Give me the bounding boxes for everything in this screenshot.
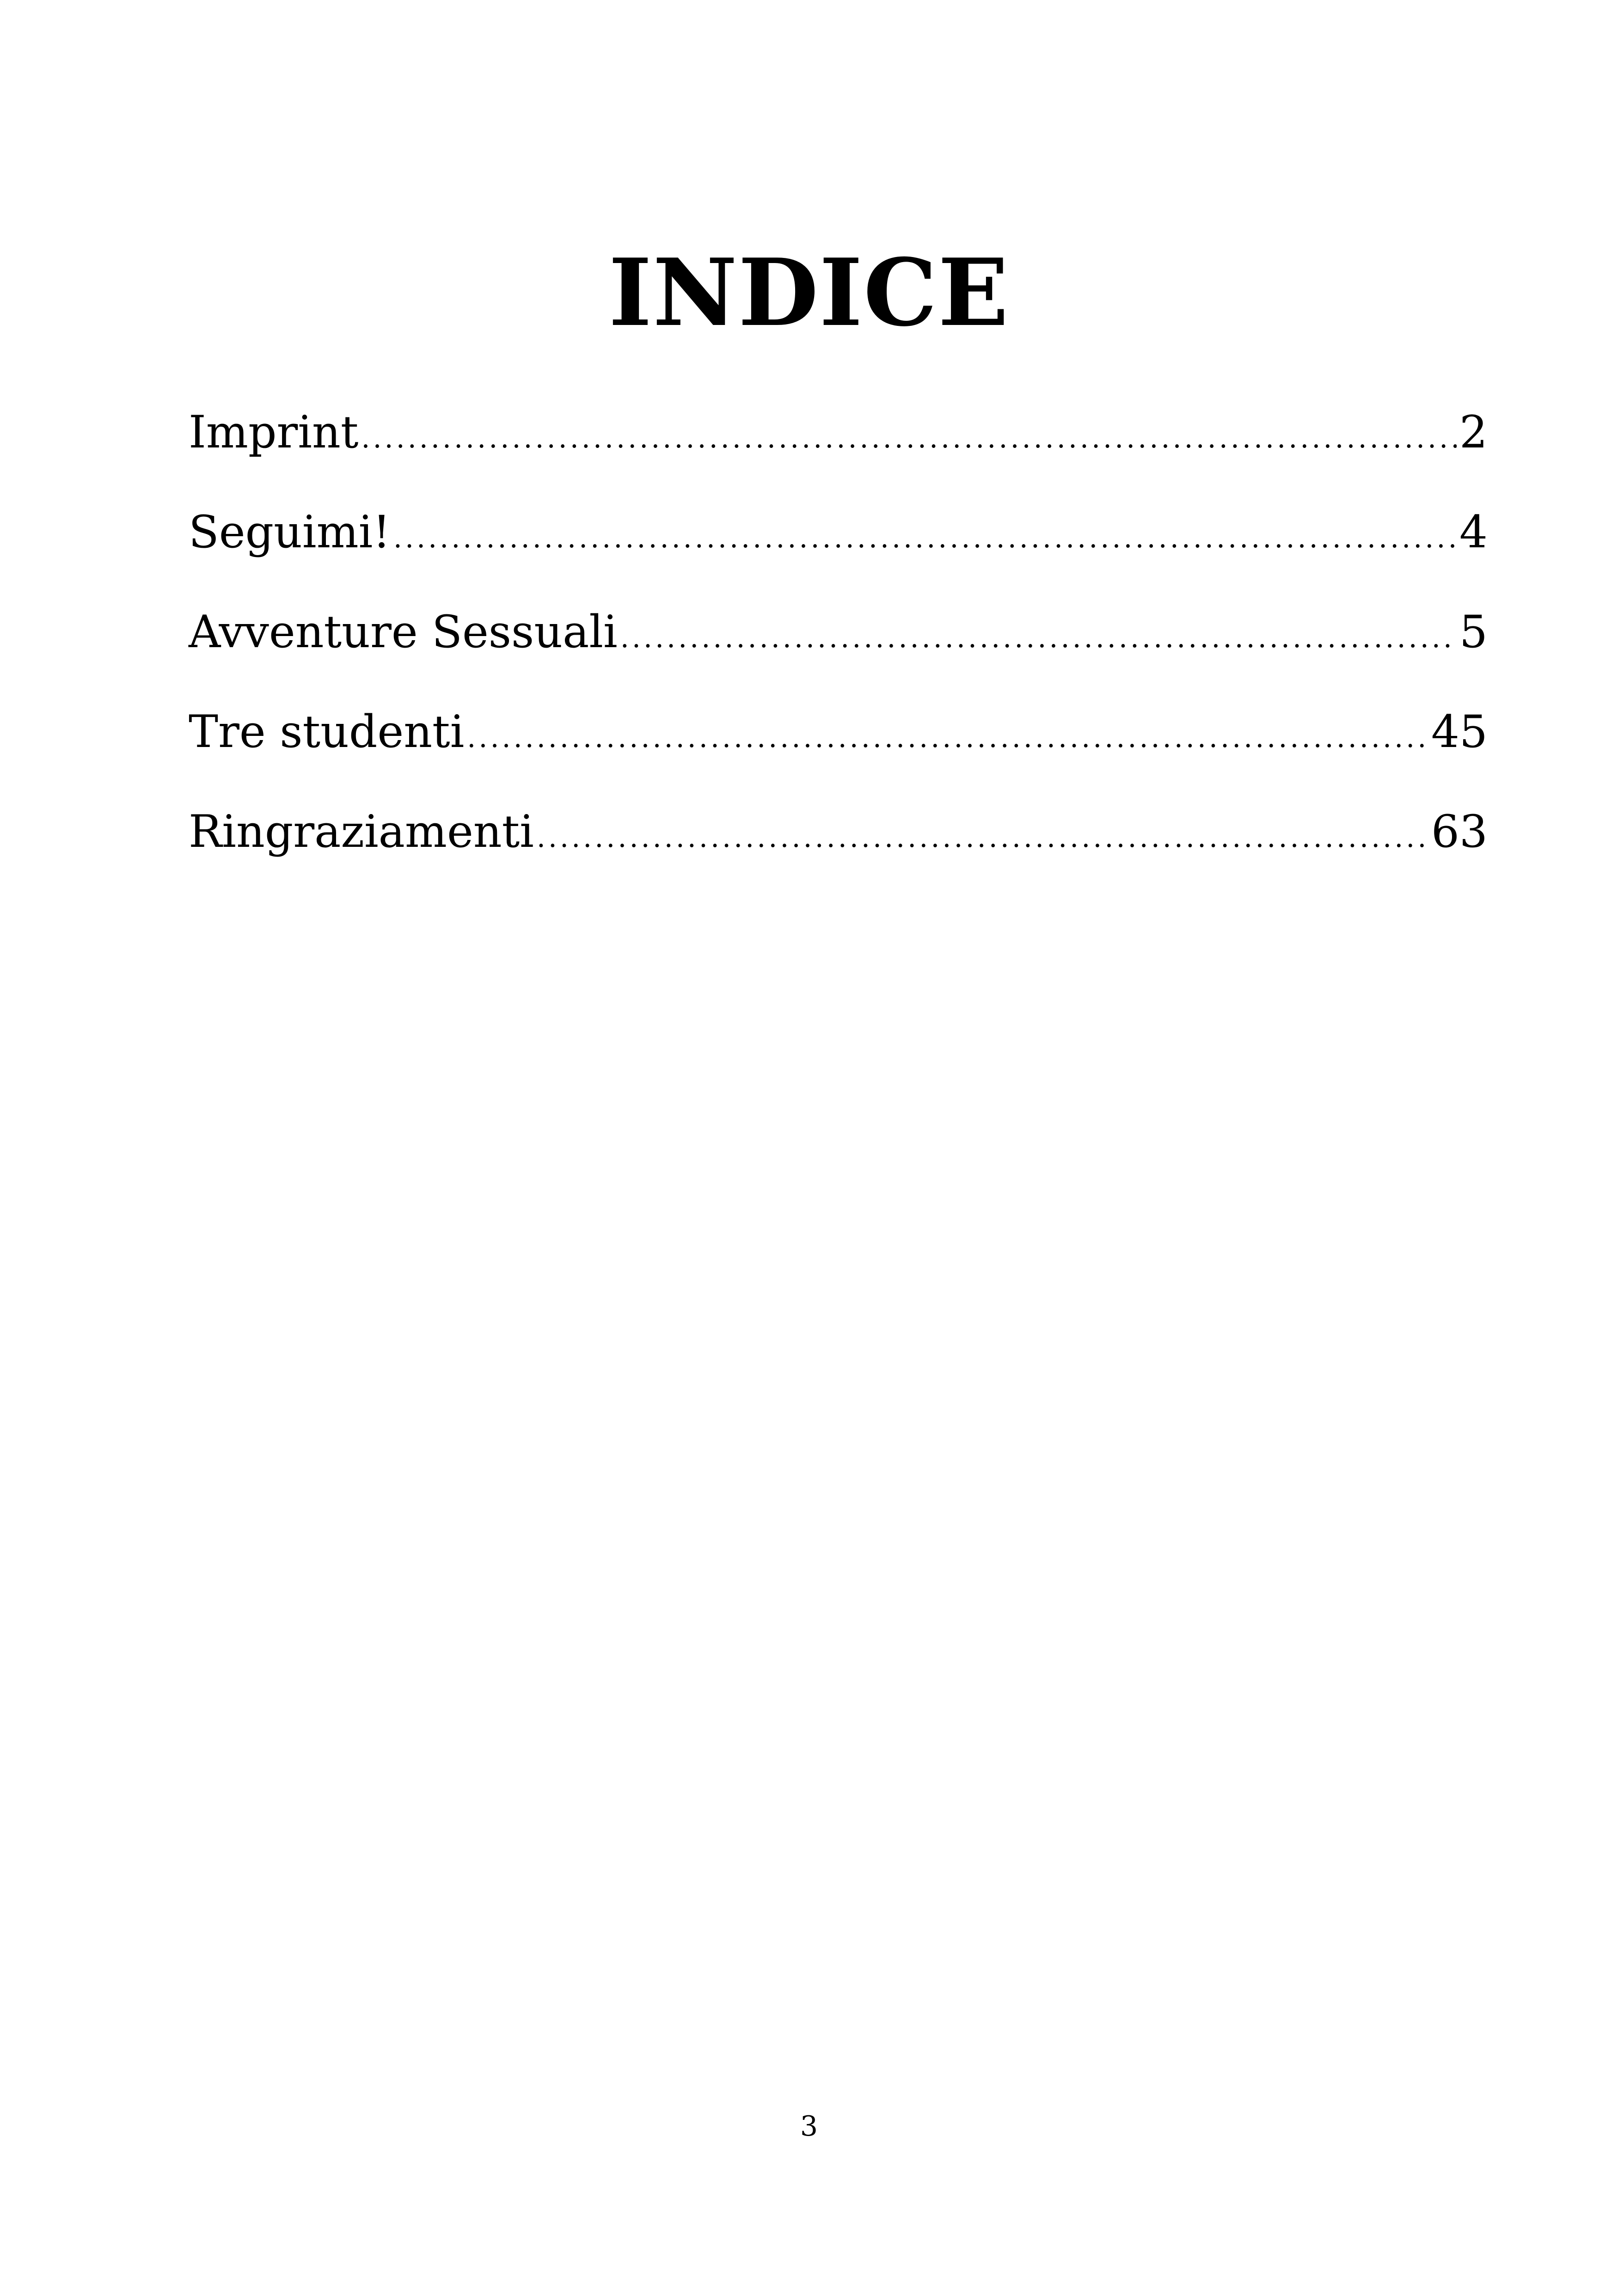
- dot-leader: [537, 802, 1428, 868]
- dot-leader: [467, 702, 1428, 768]
- toc-entry-label: Imprint: [189, 406, 359, 458]
- page-number: 3: [800, 2110, 818, 2143]
- toc-entry-ringraziamenti[interactable]: [189, 802, 1488, 901]
- toc-entry-page: 4: [1459, 506, 1488, 558]
- toc-entry-tre-studenti[interactable]: [189, 702, 1488, 802]
- toc-entry-label: Ringraziamenti: [189, 806, 534, 857]
- toc-entry-avventure-sessuali[interactable]: [189, 602, 1488, 702]
- toc-entry-seguimi[interactable]: [189, 502, 1488, 602]
- toc-entry-label: Avventure Sessuali: [189, 606, 618, 658]
- toc-entry-imprint[interactable]: [189, 402, 1488, 502]
- toc-entry-label: Tre studenti: [189, 706, 465, 758]
- page-title: INDICE: [608, 239, 1010, 347]
- toc-entry-page: 45: [1431, 706, 1488, 758]
- dot-leader: [393, 502, 1457, 568]
- toc-entry-page: 5: [1459, 606, 1488, 658]
- toc-entry-page: 63: [1431, 806, 1488, 857]
- table-of-contents: [189, 402, 1488, 901]
- toc-entry-label: Seguimi!: [189, 506, 391, 558]
- dot-leader: [361, 402, 1457, 468]
- toc-entry-page: 2: [1459, 406, 1488, 458]
- dot-leader: [620, 602, 1457, 668]
